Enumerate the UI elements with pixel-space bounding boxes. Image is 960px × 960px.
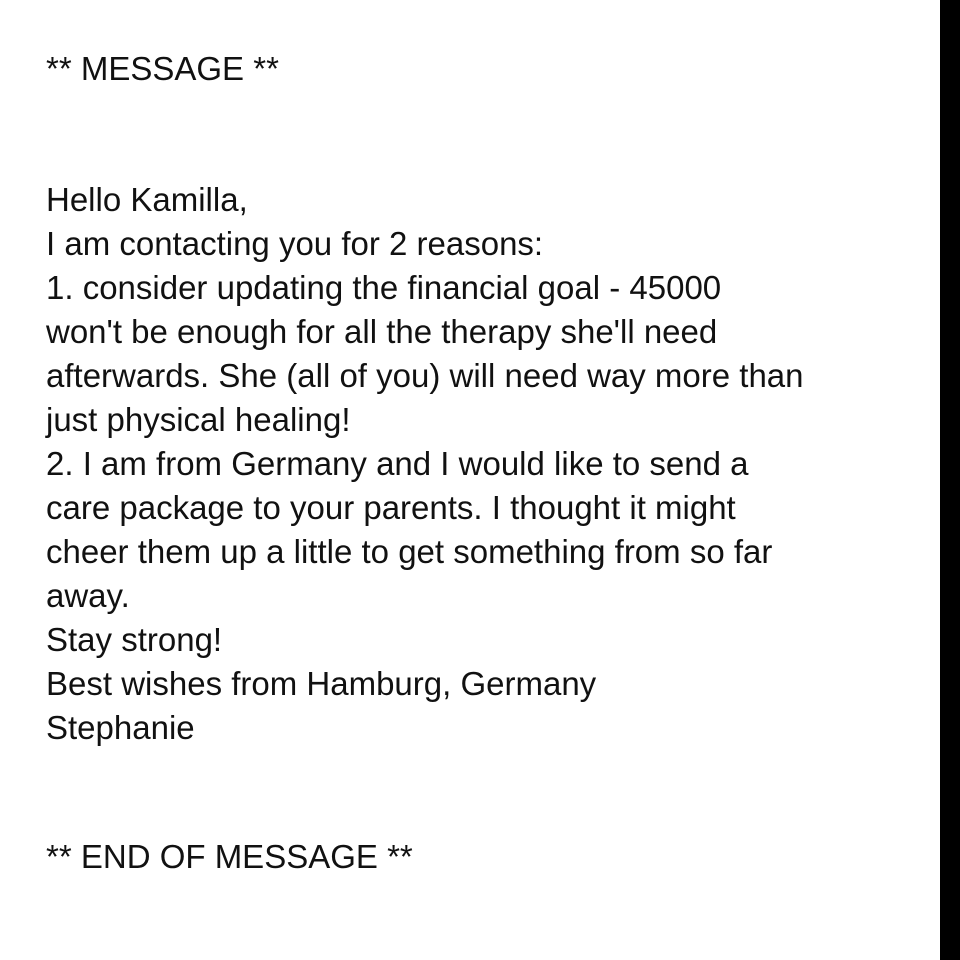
message-body	[46, 178, 804, 750]
body-line: I am contacting you for 2 reasons:	[46, 225, 544, 262]
body-line: Stay strong!	[46, 621, 223, 658]
body-line: Hello Kamilla,	[46, 181, 248, 218]
body-line: care package to your parents. I thought it might	[46, 489, 736, 526]
body-line: afterwards. She (all of you) will need way more than	[46, 357, 804, 394]
body-line: 2. I am from Germany and I would like to send a	[46, 445, 749, 482]
body-line: Best wishes from Hamburg, Germany	[46, 665, 597, 702]
message-footer: ** END OF MESSAGE **	[46, 838, 413, 875]
body-line: just physical healing!	[46, 401, 351, 438]
body-line: 1. consider updating the financial goal - 45000	[46, 269, 722, 306]
body-line: away.	[46, 577, 130, 614]
body-line: cheer them up a little to get something from so far	[46, 533, 773, 570]
body-line: Stephanie	[46, 709, 195, 746]
message-header: ** MESSAGE **	[46, 50, 279, 87]
body-line: won't be enough for all the therapy she'll need	[46, 313, 718, 350]
